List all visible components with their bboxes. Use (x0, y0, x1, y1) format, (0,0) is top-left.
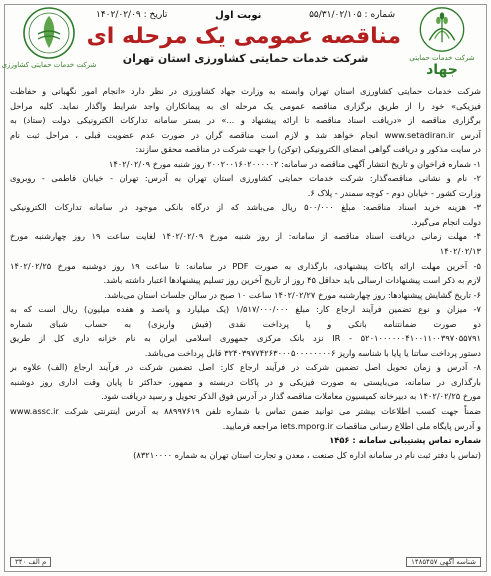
body-line: در سایت مذکور و دریافت گواهی امضای الکترونیکی (توکن) را جهت شرکت در مناقصه محقق سازند: (135, 144, 481, 155)
body-line: ۸- آدرس و زمان تحویل اصل تضمین شرکت در فرآیند ارجاع کار: اصل تضمین شرکت در فرآیند ارجاع (الف) علاوه بر (10, 362, 481, 373)
body-line: آدرس www.setadiran.ir انجام خواهد شد و لازم است مناقصه گران در صورت عدم عضویت قبلی ، مراحل ثبت نام (10, 129, 481, 140)
body-line: ۴- مهلت زمانی دریافت اسناد مناقصه از سامانه: از روز شنبه مورخ ۱۴۰۲/۰۲/۰۹ لغایت ساعت ۱۹ روز چهارشنبه مورخ (10, 231, 481, 242)
jahad-keshavarzi-logo (403, 6, 481, 78)
body-line: شرکت خدمات حمایتی کشاورزی استان تهران وابسته به وزارت جهاد کشاورزی در نظر دارد «انجام امور نگهبانی و حفاظت (10, 86, 481, 96)
body-line: IR - ۵۲۰۱۰۰۰۰۰۰۴۱۰۰۱۱۰۰۳۹۷۰۵۵۷۹۱ نزد بانک مرکزی جمهوری اسلامی ایران به نام خزانه داری کل از طریق (10, 333, 481, 344)
logo-top-text: شرکت خدمات حمایتی (409, 54, 475, 62)
company-logo (1, 6, 97, 78)
ad-body (10, 84, 481, 462)
ad-id: شناسه آگهی ۱۴۸۵۴۵۷ (406, 557, 481, 567)
round-label: نوبت اول (215, 9, 262, 21)
page-subtitle: شرکت خدمات حمایتی کشاورزی استان تهران (122, 52, 369, 65)
company-emblem-icon (20, 6, 78, 60)
page-code: م الف ۳۴۰ (10, 557, 51, 567)
wheat-emblem-icon (414, 6, 470, 53)
body-line: ۱- شماره فراخوان و تاریخ انتشار آگهی مناقصه در سامانه: ۲۰۰۲۰۰۱۶۰۲۰۰۰۰۰۲ روز شنبه مورخ ۱۴۰۲/۰۲/۰۹ (108, 158, 481, 169)
page-title: مناقصه عمومی یک مرحله ای (86, 24, 401, 49)
body-line: و آدرس پایگاه ملی اطلاع رسانی مناقصات iets.mporg.ir مراجعه فرمایید. (222, 420, 481, 431)
header-meta (96, 8, 395, 22)
body-line: ۵- آخرین مهلت ارائه پاکات پیشنهادی، بارگذاری به صورت PDF در سامانه: تا ساعت ۱۹ روز دوشنبه مورخ ۱۴۰۲/۰۲/۲۵ (10, 260, 481, 271)
body-line: برگزاری مناقصه از «دریافت اسناد مناقصه تا ارائه پیشنهاد و ...» در بستر سامانه تدارکات الکترونیکی دولت (ستاد) به (10, 115, 481, 126)
logo-main-text: جهاد (426, 62, 458, 78)
body-line: ۲- نام و نشانی مناقصه‌گذار: شرکت خدمات حمایتی کشاورزی استان تهران به آدرس: تهران - خیابان فاطمی - روبروی (10, 173, 481, 184)
body-line: بارگذاری در سامانه، می‌بایستی به صورت فیزیکی و در پاکات دربسته و ممهور، حداکثر تا پایان وقت اداری روز دوشنبه (10, 376, 481, 387)
body-line: وزارت کشور - خیابان دوم - کوچه سمندر - پلاک ۶. (307, 187, 481, 198)
footer (10, 556, 481, 568)
body-line: دستور پرداخت ساتنا یا پایا با شناسه واریز ۳۲۴۰۳۹۷۷۴۲۶۳۰۰۰۵۰۰۰۰۰۰۰۰۶ قابل پرداخت می‌باشد. (144, 347, 481, 358)
body-line: فیزیکی» خود را از طریق برگزاری مناقصه عمومی یک مرحله ای به پیمانکاران واجد شرایط واگذار نماید. کلیه مراحل (10, 100, 481, 111)
body-line: ۱۴۰۲/۰۲/۱۳ (439, 246, 481, 257)
letter-number: شماره : ۵۵/۳۱/۰۲/۱۰۵ (309, 10, 395, 20)
body-line: دولت انجام می‌گیرد. (410, 216, 481, 227)
body-line: لازم به ذکر است پیشنهادات ارسالی باید حداقل ۴۵ روز از تاریخ آخرین روز تسلیم پیشنهادها اعتبار داشته باشد. (103, 275, 481, 286)
body-line: شماره تماس پشتیبانی سامانه : ۱۴۵۶ (329, 435, 481, 446)
body-line: (تماس با دفتر ثبت نام در سامانه اداره کل صنعت ، معدن و تجارت استان تهران به شماره ۸۳۲۱۰۰۰۰) (133, 449, 481, 460)
body-line: ۷- میزان و نوع تضمین فرآیند ارجاع کار: مبلغ ۱/۵۱۷/۰۰۰/۰۰۰ (یک میلیارد و پانصد و هفده میلیون) ریال است که به (10, 304, 481, 315)
body-line: دو صورت ضمانتنامه بانکی و یا پرداخت نقدی (فیش واریزی) به حساب شبای شماره (10, 318, 481, 329)
letter-date: تاریخ : ۱۴۰۲/۰۲/۰۹ (96, 10, 168, 20)
body-line: ۶- تاریخ گشایش پیشنهادها: روز چهارشنبه مورخ ۱۴۰۲/۰۲/۲۷ ساعت ۱۰ صبح در سالن جلسات استان می‌باشد. (104, 289, 481, 300)
body-line: مورخ ۱۴۰۲/۰۲/۲۵ به دبیرخانه کمیسیون معاملات مناقصه گذار در آدرس فوق الذکر تحویل و رسید دریافت شود. (100, 391, 481, 402)
body-line: ضمناً جهت کسب اطلاعات بیشتر می توانید ضمن تماس با شماره تلفن ۸۸۹۹۷۶۱۹ به آدرس اینترنتی شرکت www.assc.ir (10, 406, 481, 417)
company-logo-caption: شرکت خدمات حمایتی کشاورزی (1, 61, 97, 69)
body-line: ۳- هزینه خرید اسناد مناقصه: مبلغ ۵۰۰/۰۰۰ ریال می‌باشد که از درگاه بانکی موجود در سامانه تدارکات الکترونیکی (10, 202, 481, 213)
